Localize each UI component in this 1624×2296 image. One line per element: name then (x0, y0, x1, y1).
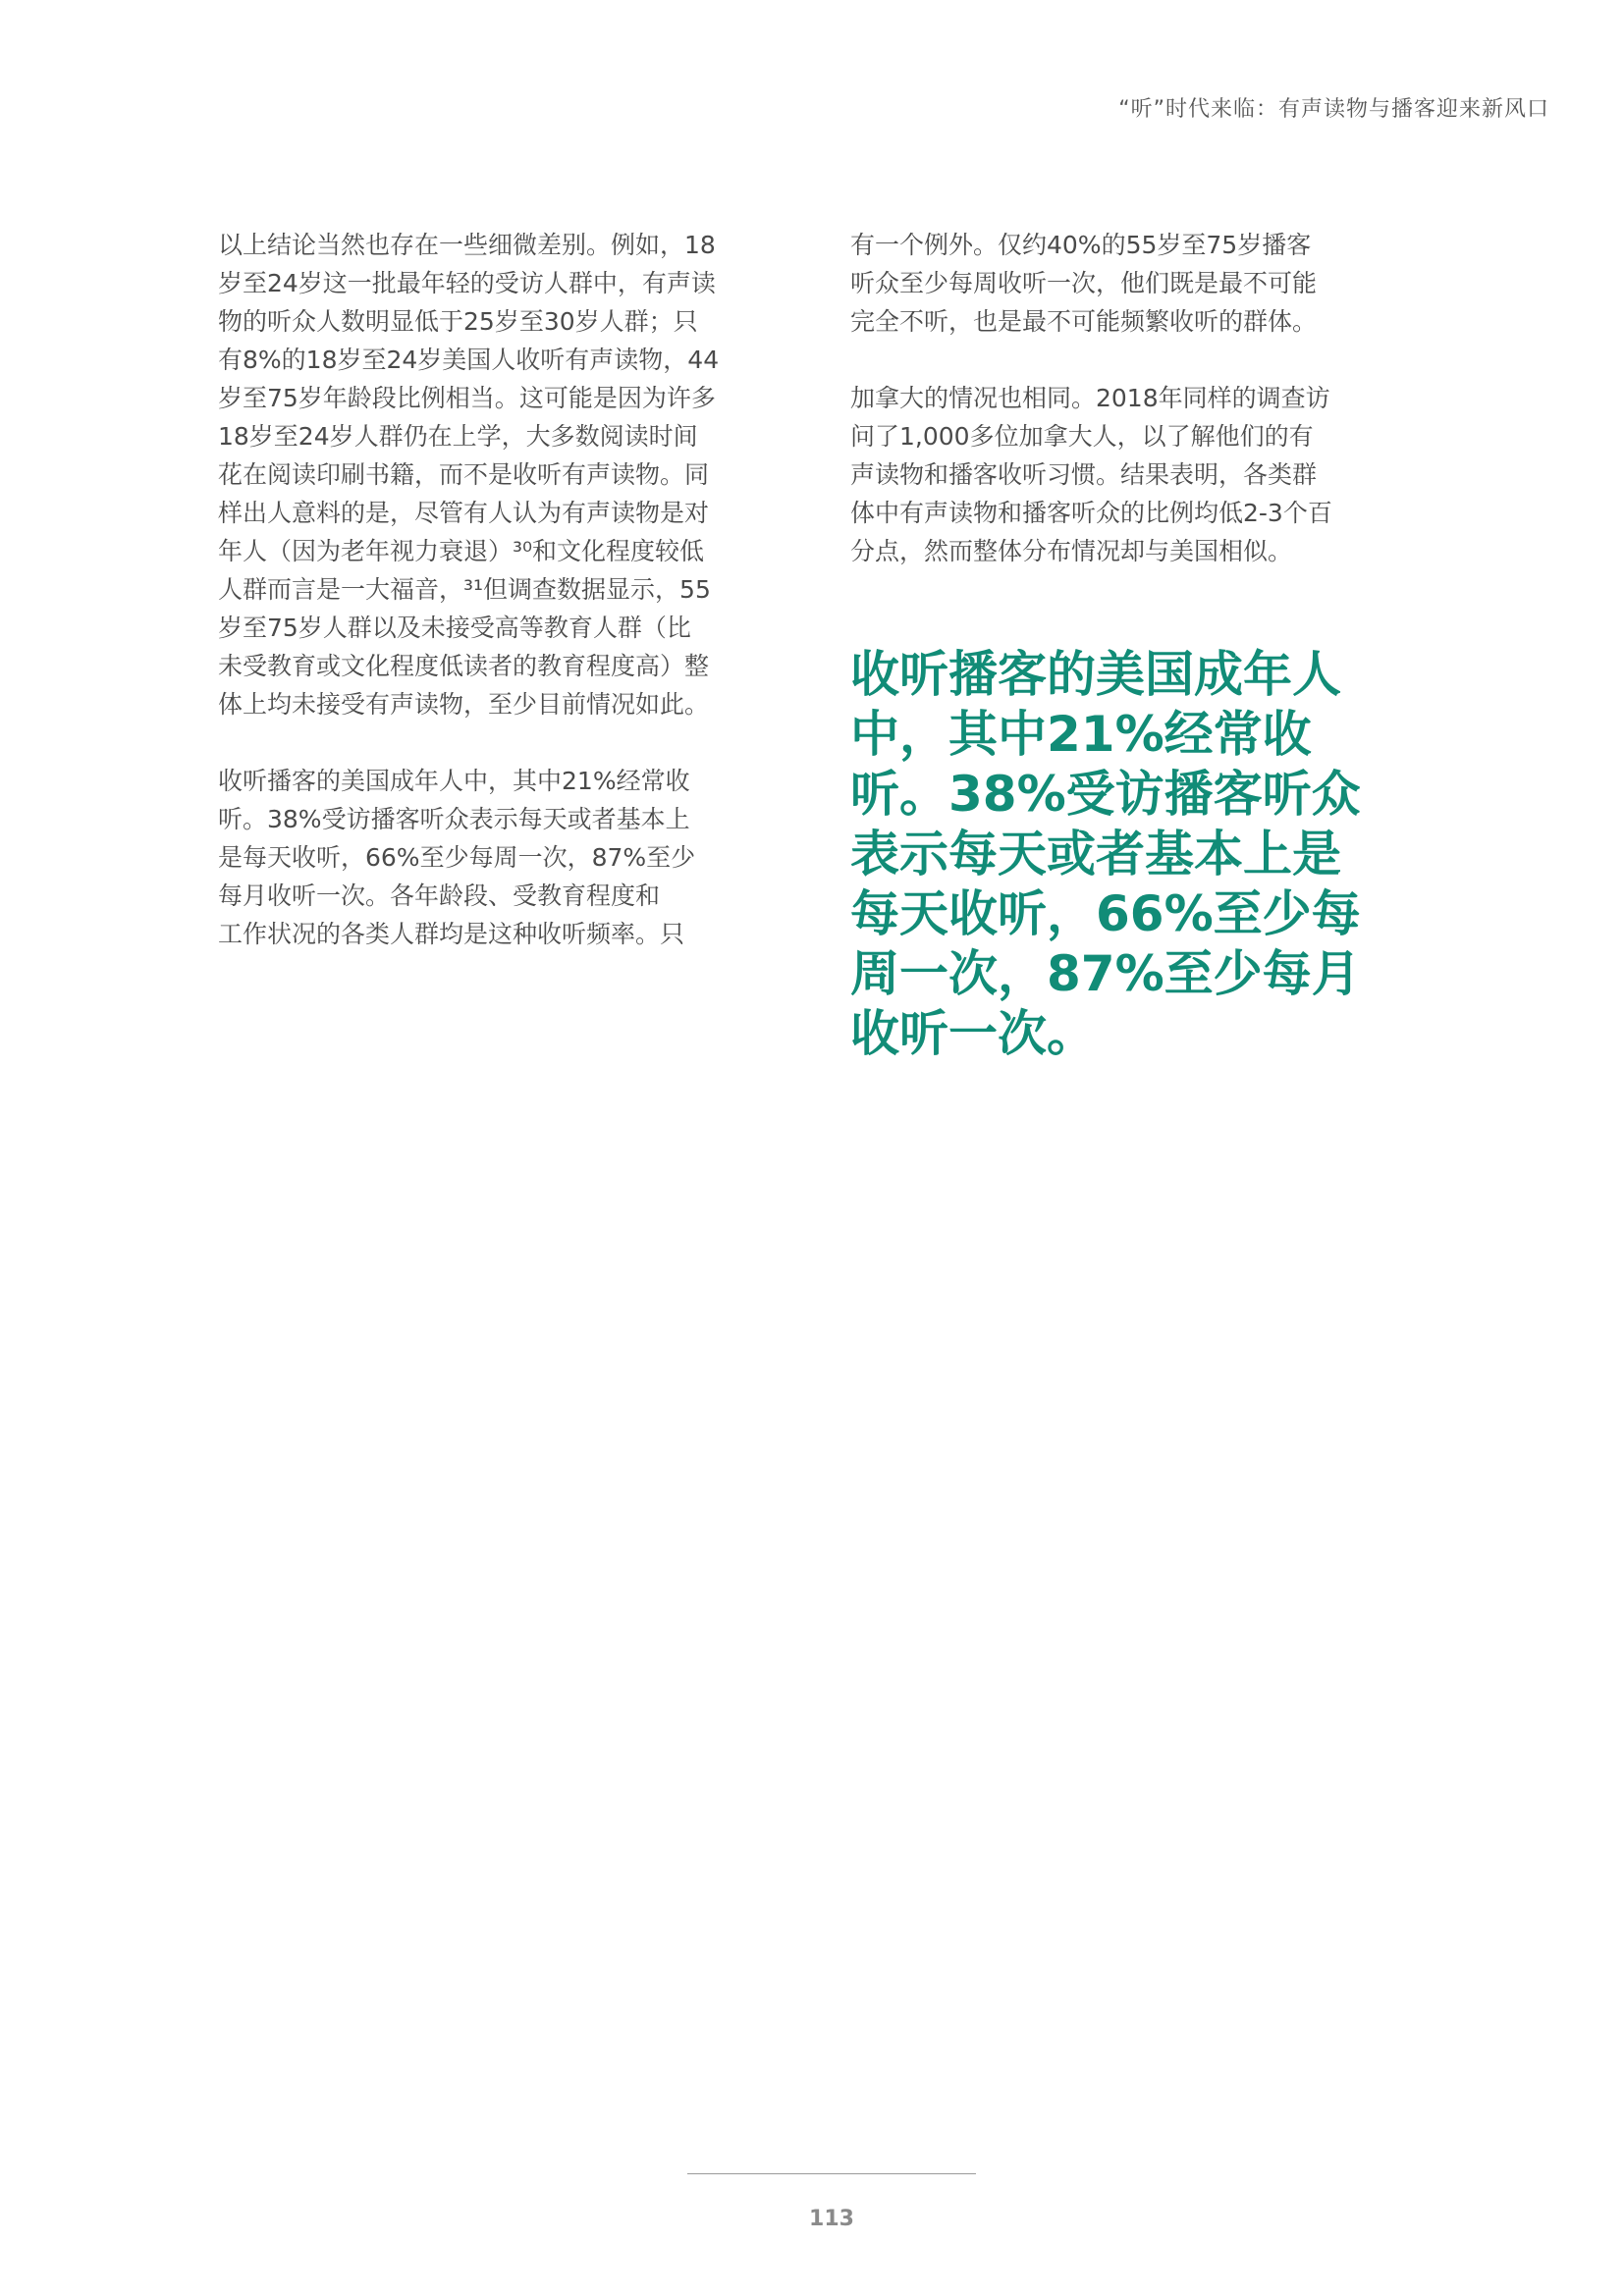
pull-quote-line: 收听一次。 (850, 1005, 1096, 1062)
body-paragraph (850, 226, 1400, 341)
text-line: 岁至24岁这一批最年轻的受访人群中，有声读 (218, 269, 716, 297)
body-paragraph (850, 379, 1400, 570)
text-line: 每月收听一次。各年龄段、受教育程度和 (218, 881, 661, 910)
page-number: 113 (809, 2207, 854, 2231)
text-line: 工作状况的各类人群均是这种收听频率。只 (218, 920, 685, 948)
left-column (218, 226, 748, 953)
pull-quote-line: 周一次，87%至少每月 (850, 945, 1361, 1002)
pull-quote-line: 收听播客的美国成年人 (850, 646, 1341, 703)
text-line: 年人（因为老年视力衰退）³⁰和文化程度较低 (218, 537, 705, 565)
text-line: 加拿大的情况也相同。2018年同样的调查访 (850, 384, 1330, 412)
body-paragraph (218, 226, 748, 723)
pull-quote-line: 每天收听，66%至少每 (850, 885, 1361, 942)
text-line: 物的听众人数明显低于25岁至30岁人群；只 (218, 307, 698, 336)
pull-quote-line: 中，其中21%经常收 (850, 706, 1312, 763)
pull-quote-line: 听。38%受访播客听众 (850, 766, 1361, 823)
text-line: 收听播客的美国成年人中，其中21%经常收 (218, 767, 690, 795)
pull-quote (850, 645, 1400, 1064)
text-line: 以上结论当然也存在一些细微差别。例如，18 (218, 231, 716, 259)
running-header: “听”时代来临：有声读物与播客迎来新风口 (1118, 97, 1549, 122)
text-line: 问了1,000多位加拿大人，以了解他们的有 (850, 422, 1314, 451)
text-line: 完全不听，也是最不可能频繁收听的群体。 (850, 307, 1318, 336)
text-line: 体中有声读物和播客听众的比例均低2-3个百 (850, 499, 1332, 527)
text-line: 花在阅读印刷书籍，而不是收听有声读物。同 (218, 460, 710, 489)
text-line: 有一个例外。仅约40%的55岁至75岁播客 (850, 231, 1312, 259)
text-line: 是每天收听，66%至少每周一次，87%至少 (218, 843, 696, 872)
text-line: 有8%的18岁至24岁美国人收听有声读物，44 (218, 346, 720, 374)
text-line: 岁至75岁年龄段比例相当。这可能是因为许多 (218, 384, 716, 412)
right-column (850, 226, 1400, 1064)
text-line: 未受教育或文化程度低读者的教育程度高）整 (218, 652, 710, 680)
text-line: 样出人意料的是，尽管有人认为有声读物是对 (218, 499, 710, 527)
text-line: 分点，然而整体分布情况却与美国相似。 (850, 537, 1293, 565)
body-paragraph (218, 762, 748, 953)
text-line: 18岁至24岁人群仍在上学，大多数阅读时间 (218, 422, 698, 451)
text-line: 声读物和播客收听习惯。结果表明，各类群 (850, 460, 1318, 489)
text-line: 听。38%受访播客听众表示每天或者基本上 (218, 805, 690, 833)
footer-divider (687, 2173, 976, 2174)
pull-quote-line: 表示每天或者基本上是 (850, 826, 1341, 882)
text-line: 体上均未接受有声读物，至少目前情况如此。 (218, 690, 710, 719)
text-line: 听众至少每周收听一次，他们既是最不可能 (850, 269, 1318, 297)
text-line: 岁至75岁人群以及未接受高等教育人群（比 (218, 614, 691, 642)
text-line: 人群而言是一大福音，³¹但调查数据显示，55 (218, 575, 711, 604)
